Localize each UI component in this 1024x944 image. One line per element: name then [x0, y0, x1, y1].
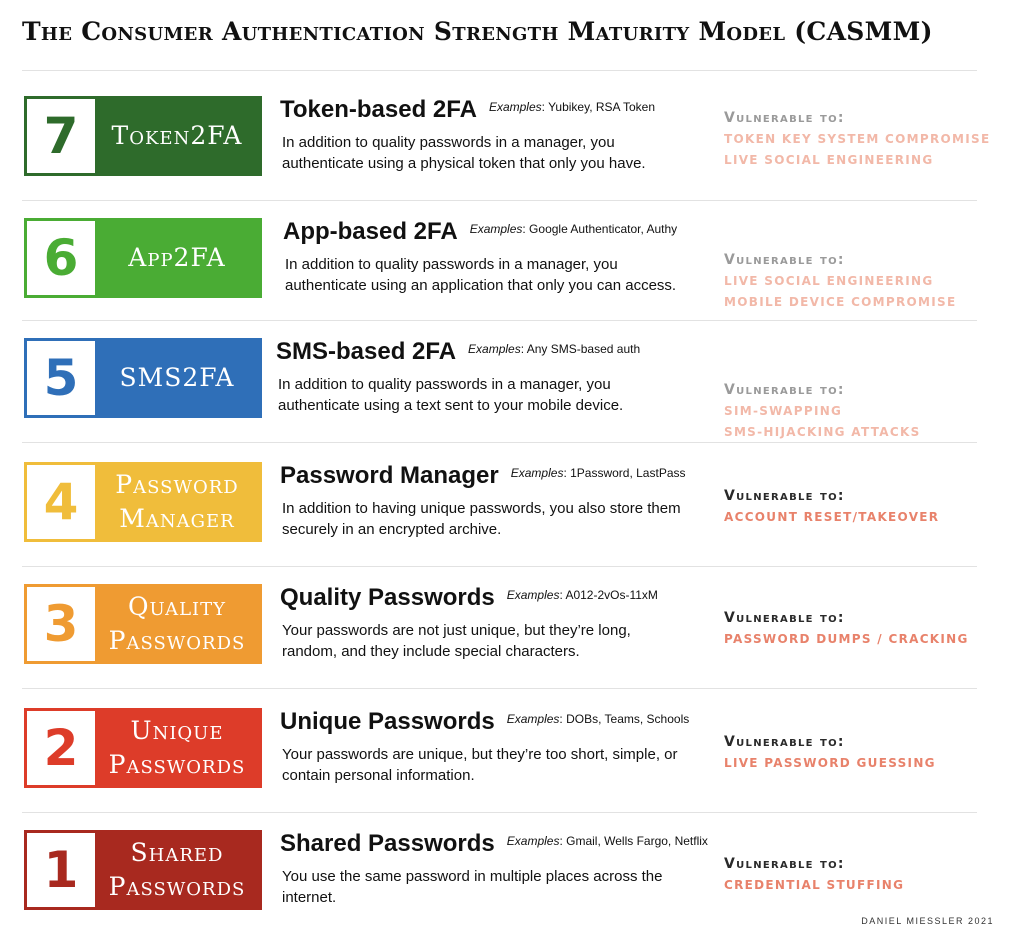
- examples-text: : DOBs, Teams, Schools: [559, 712, 690, 726]
- level-description: In addition to quality passwords in a manager, you authenticate using an application that only you can access.: [285, 256, 677, 294]
- level-name-text: App-based 2FA: [283, 218, 458, 245]
- vulnerability-item: SIM-SWAPPING: [724, 404, 843, 418]
- level-examples: [507, 712, 690, 726]
- author-credit: DANIEL MIESSLER 2021: [861, 916, 994, 926]
- level-number: 5: [27, 341, 95, 415]
- level-description: Your passwords are not just unique, but they’re long, random, and they include special characters.: [282, 622, 631, 660]
- vulnerabilities: [724, 108, 1024, 171]
- level-number: 1: [27, 833, 95, 907]
- level-name: [280, 462, 686, 490]
- row-divider: [22, 320, 977, 321]
- level-label-line: App2FA: [128, 243, 226, 272]
- examples-text: : Any SMS-based auth: [520, 342, 641, 356]
- row-divider: [22, 566, 977, 567]
- row-divider: [22, 812, 977, 813]
- level-examples: [511, 466, 686, 480]
- level-row: [0, 830, 1024, 914]
- vulnerable-heading: Vulnerable to:: [724, 110, 845, 126]
- level-label-line: SMS2FA: [119, 363, 235, 392]
- level-description: In addition to having unique passwords, you also store them securely in an encrypted archive.: [282, 500, 681, 538]
- vulnerability-item: LIVE SOCIAL ENGINEERING: [724, 274, 934, 288]
- level-label-line: Quality: [127, 592, 227, 621]
- level-label-line: Password: [115, 470, 239, 499]
- level-row: [0, 218, 1024, 309]
- level-description: You use the same password in multiple places across the internet.: [282, 868, 663, 906]
- level-description: In addition to quality passwords in a manager, you authenticate using a physical token that only you have.: [282, 134, 646, 172]
- level-name: [283, 218, 677, 246]
- level-label: [95, 465, 259, 539]
- level-label: [95, 833, 259, 907]
- level-examples: [468, 342, 640, 356]
- level-row: [0, 338, 1024, 439]
- examples-label: Examples: [469, 222, 523, 236]
- level-row: [0, 708, 1024, 792]
- level-row: [0, 96, 1024, 180]
- level-number: 7: [27, 99, 95, 173]
- vulnerability-item: SMS-HIJACKING ATTACKS: [724, 425, 921, 439]
- vulnerable-heading: Vulnerable to:: [724, 610, 845, 626]
- examples-text: : A012-2vOs-11xM: [559, 588, 658, 602]
- level-name: [280, 708, 689, 736]
- level-name-text: Shared Passwords: [280, 830, 495, 857]
- vulnerabilities: [724, 486, 1024, 528]
- vulnerability-item: LIVE PASSWORD GUESSING: [724, 756, 936, 770]
- vulnerability-item: TOKEN KEY SYSTEM COMPROMISE: [724, 132, 991, 146]
- vulnerabilities: [724, 732, 1024, 774]
- vulnerabilities: [724, 608, 1024, 650]
- vulnerable-heading: Vulnerable to:: [724, 488, 845, 504]
- level-label: [95, 587, 259, 661]
- vulnerability-item: ACCOUNT RESET/TAKEOVER: [724, 510, 940, 524]
- level-row: [0, 584, 1024, 668]
- level-label-line: Manager: [119, 504, 235, 533]
- level-label-line: Shared: [130, 838, 224, 867]
- level-number: 3: [27, 587, 95, 661]
- vulnerability-item: MOBILE DEVICE COMPROMISE: [724, 295, 957, 309]
- level-examples: [507, 588, 658, 602]
- level-label-line: Passwords: [108, 750, 246, 779]
- examples-label: Examples: [506, 588, 560, 602]
- level-label: [95, 711, 259, 785]
- row-divider: [22, 200, 977, 201]
- level-label-line: Token2FA: [111, 121, 243, 150]
- examples-label: Examples: [510, 466, 564, 480]
- level-badge: [24, 830, 262, 910]
- level-number: 4: [27, 465, 95, 539]
- vulnerabilities: [724, 854, 1024, 896]
- level-number: 2: [27, 711, 95, 785]
- level-badge: [24, 218, 262, 298]
- level-label-line: Unique: [130, 716, 224, 745]
- examples-label: Examples: [468, 342, 521, 356]
- title-divider: [22, 70, 977, 71]
- level-examples: [489, 100, 655, 114]
- vulnerable-heading: Vulnerable to:: [724, 856, 845, 872]
- level-name: [280, 584, 658, 612]
- level-name: [276, 338, 640, 366]
- level-description: Your passwords are unique, but they’re too short, simple, or contain personal information.: [282, 746, 678, 784]
- examples-text: : Google Authenticator, Authy: [522, 222, 678, 236]
- level-label: [95, 99, 259, 173]
- row-divider: [22, 442, 977, 443]
- examples-label: Examples: [488, 100, 542, 114]
- level-label-line: Passwords: [108, 626, 246, 655]
- examples-label: Examples: [506, 834, 560, 848]
- level-name-text: Quality Passwords: [280, 584, 495, 611]
- examples-text: : Yubikey, RSA Token: [541, 100, 656, 114]
- level-name-text: SMS-based 2FA: [276, 338, 457, 365]
- examples-text: : 1Password, LastPass: [563, 466, 686, 480]
- level-name: [280, 830, 708, 858]
- level-badge: [24, 584, 262, 664]
- row-divider: [22, 688, 977, 689]
- level-description: In addition to quality passwords in a manager, you authenticate using a text sent to your mobile device.: [278, 376, 624, 414]
- level-label: [95, 341, 259, 415]
- level-name-text: Password Manager: [280, 462, 499, 489]
- level-examples: [470, 222, 677, 236]
- vulnerable-heading: Vulnerable to:: [724, 734, 845, 750]
- vulnerable-heading: Vulnerable to:: [724, 252, 845, 268]
- page-title: The Consumer Authentication Strength Maturity Model (CASMM): [22, 17, 933, 46]
- vulnerabilities: [724, 380, 1024, 443]
- level-name: [280, 96, 655, 124]
- examples-text: : Gmail, Wells Fargo, Netflix: [559, 834, 708, 848]
- vulnerabilities: [724, 250, 1024, 313]
- examples-label: Examples: [506, 712, 560, 726]
- vulnerability-item: CREDENTIAL STUFFING: [724, 878, 905, 892]
- level-badge: [24, 338, 262, 418]
- level-name-text: Token-based 2FA: [280, 96, 477, 123]
- level-examples: [507, 834, 708, 848]
- level-label: [95, 221, 259, 295]
- level-badge: [24, 96, 262, 176]
- level-label-line: Passwords: [108, 872, 246, 901]
- vulnerable-heading: Vulnerable to:: [724, 382, 845, 398]
- vulnerability-item: PASSWORD DUMPS / CRACKING: [724, 632, 969, 646]
- level-name-text: Unique Passwords: [280, 708, 495, 735]
- vulnerability-item: LIVE SOCIAL ENGINEERING: [724, 153, 934, 167]
- level-number: 6: [27, 221, 95, 295]
- level-row: [0, 462, 1024, 546]
- level-badge: [24, 462, 262, 542]
- level-badge: [24, 708, 262, 788]
